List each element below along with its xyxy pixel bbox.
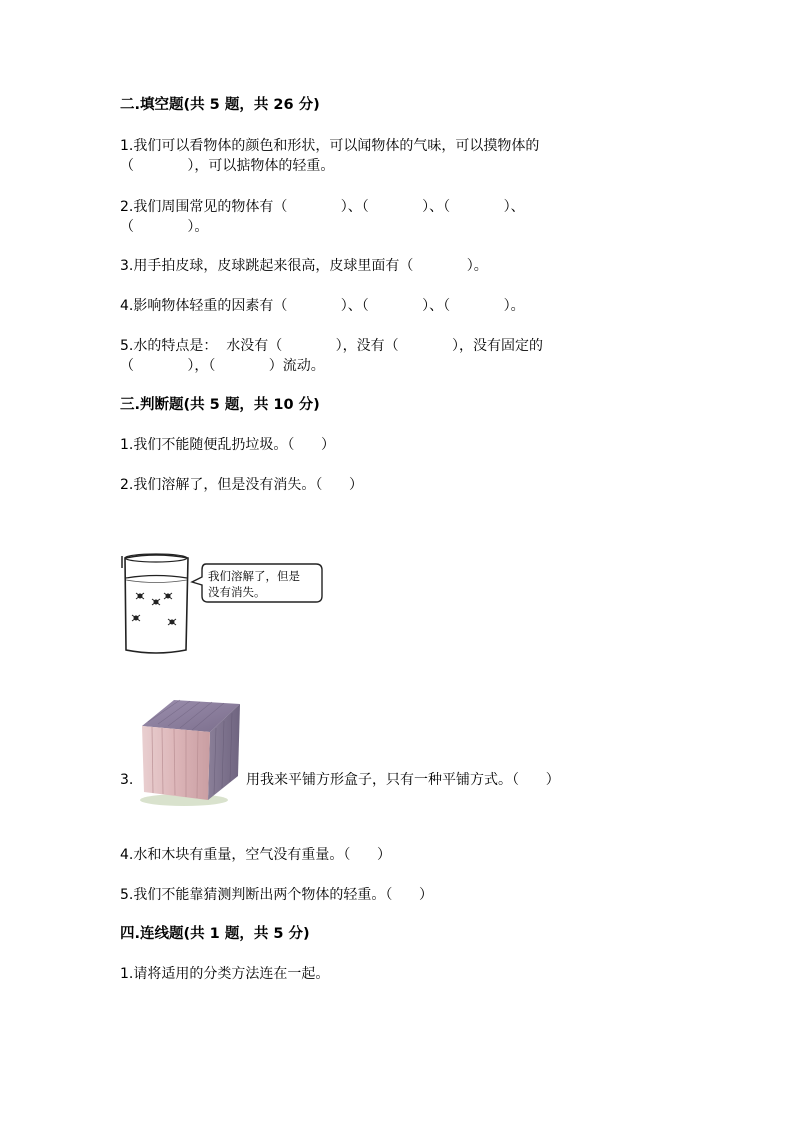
fill-q1-line2: （ ），可以掂物体的轻重。 [120,158,335,174]
glass-illustration [118,552,328,662]
fill-q4: 4.影响物体轻重的因素有（ ）、（ ）、（ ）。 [120,298,525,314]
judge-q2: 2.我们溶解了，但是没有消失。（ ） [120,477,364,493]
judge-q4: 4.水和木块有重量，空气没有重量。（ ） [120,847,392,863]
fill-q5-line2: （ ），（ ）流动。 [120,358,325,374]
fill-q2-line1: 2.我们周围常见的物体有（ ）、（ ）、（ ）、 [120,199,525,215]
section-heading-match: 四.连线题(共 1 题，共 5 分) [120,926,310,942]
fill-q2-line2: （ ）。 [120,219,209,235]
wooden-cube-image [134,696,242,808]
judge-q1: 1.我们不能随便乱扔垃圾。（ ） [120,437,336,453]
glass-dissolve-figure [118,552,328,662]
judge-q3-number: 3. [120,772,134,788]
section-heading-judge: 三.判断题(共 5 题，共 10 分) [120,397,320,413]
fill-q3: 3.用手拍皮球，皮球跳起来很高，皮球里面有（ ）。 [120,258,488,274]
fill-q5-line1: 5.水的特点是： 水没有（ ），没有（ ），没有固定的 [120,338,544,354]
fill-q1-line1: 1.我们可以看物体的颜色和形状，可以闻物体的气味，可以摸物体的 [120,138,540,154]
section-heading-fill: 二.填空题(共 5 题，共 26 分) [120,97,320,113]
judge-q5: 5.我们不能靠猜测判断出两个物体的轻重。（ ） [120,887,434,903]
bubble-text-line2: 没有消失。 [208,585,266,599]
bubble-text-line1: 我们溶解了，但是 [208,569,300,583]
judge-q3-text: 用我来平铺方形盒子，只有一种平铺方式。（ ） [246,772,560,788]
match-q1: 1.请将适用的分类方法连在一起。 [120,966,330,982]
